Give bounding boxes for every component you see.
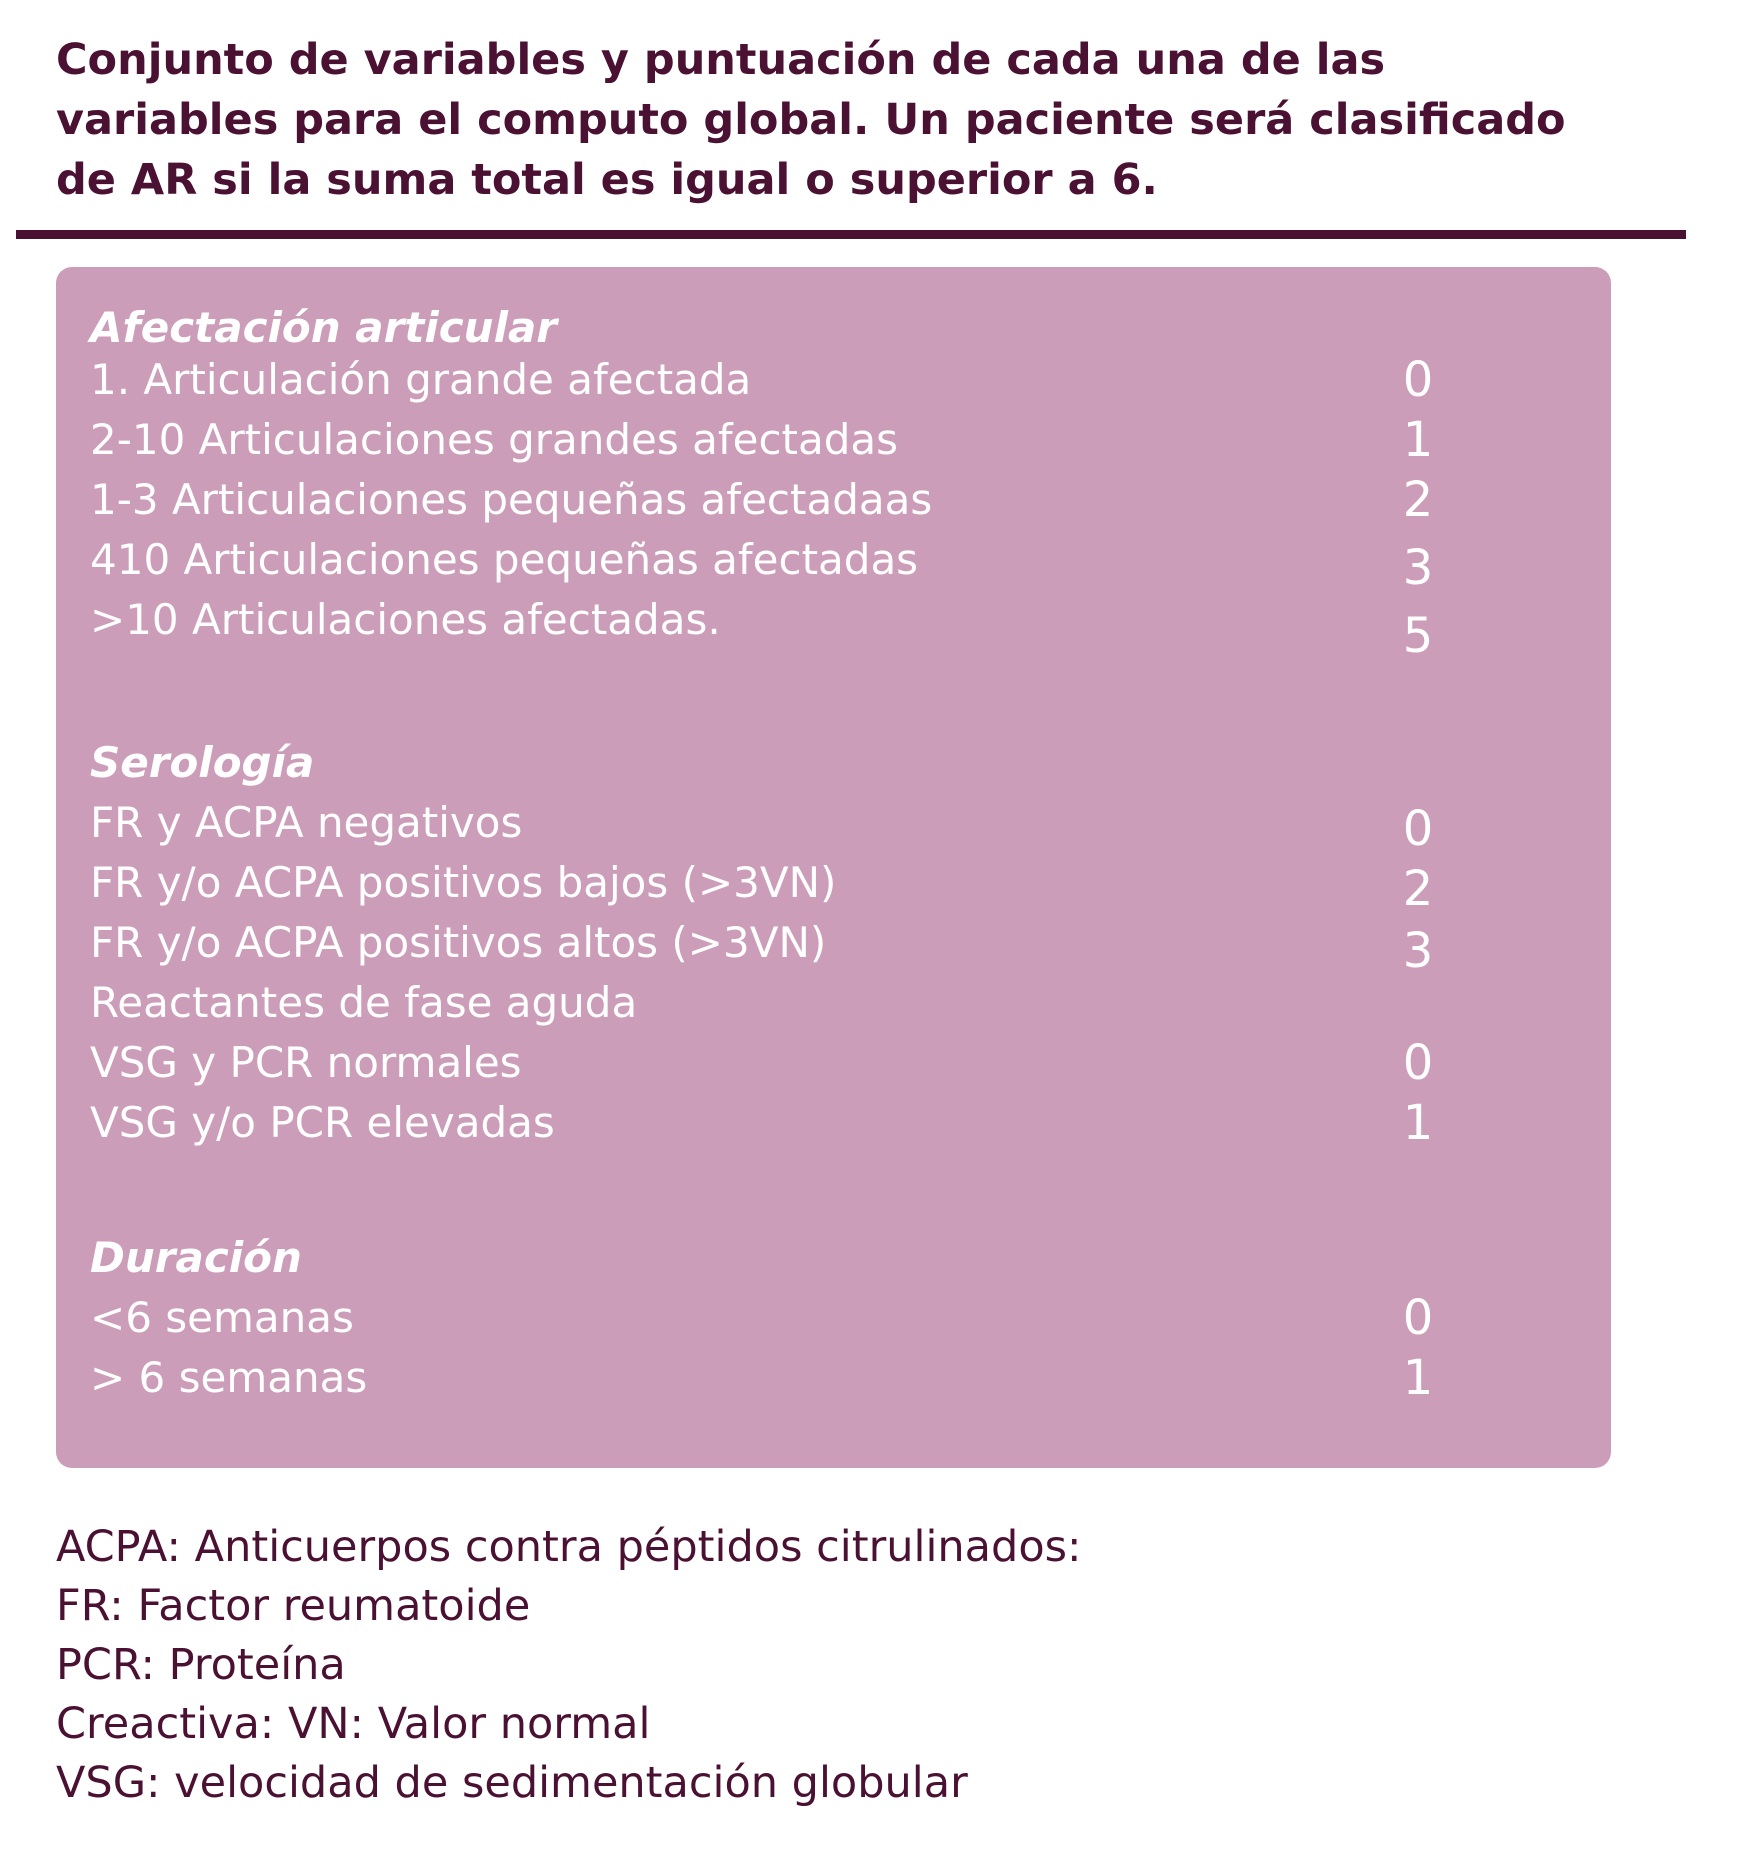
criteria-label: <6 semanas <box>90 1293 354 1342</box>
criteria-label: 1-3 Articulaciones pequeñas afectadaas <box>90 475 933 524</box>
section-heading-serologia: Serología <box>90 738 315 787</box>
criteria-score: 1 <box>1402 1350 1434 1406</box>
criteria-score: 2 <box>1402 472 1434 528</box>
abbreviations-legend <box>56 1518 1656 1813</box>
criteria-label: FR y/o ACPA positivos altos (>3VN) <box>90 918 827 967</box>
criteria-score: 1 <box>1402 1095 1434 1151</box>
criteria-label: >10 Articulaciones afectadas. <box>90 595 721 644</box>
criteria-row <box>90 350 1460 410</box>
section-heading-duracion: Duración <box>90 1233 302 1282</box>
footnote-line: Creactiva: VN: Valor normal <box>56 1699 651 1749</box>
section-heading-afectacion: Afectación articular <box>90 303 558 352</box>
criteria-row <box>90 470 1460 530</box>
criteria-row <box>90 853 1460 917</box>
criteria-label: 2-10 Articulaciones grandes afectadas <box>90 415 899 464</box>
criteria-score: 2 <box>1402 861 1434 917</box>
page-title: Conjunto de variables y puntuación de cada una de las variables para el computo global. Un paciente será clasificado de AR si la suma total es igual o superior a 6. <box>56 35 1566 205</box>
criteria-row <box>90 530 1460 596</box>
criteria-label: VSG y PCR normales <box>90 1038 522 1087</box>
criteria-row <box>90 793 1460 857</box>
criteria-score: 3 <box>1402 540 1434 596</box>
criteria-score: 0 <box>1402 801 1434 857</box>
criteria-label: VSG y/o PCR elevadas <box>90 1098 555 1147</box>
criteria-label: 410 Articulaciones pequeñas afectadas <box>90 535 919 584</box>
criteria-label: 1. Articulación grande afectada <box>90 355 752 404</box>
criteria-row <box>90 410 1460 470</box>
criteria-label: > 6 semanas <box>90 1353 368 1402</box>
criteria-row <box>90 1033 1460 1093</box>
criteria-score: 0 <box>1402 352 1434 408</box>
criteria-score: 0 <box>1402 1035 1434 1091</box>
footnote-line: PCR: Proteína <box>56 1640 346 1690</box>
title-divider <box>16 230 1686 239</box>
criteria-row <box>90 1288 1460 1348</box>
criteria-row <box>90 973 1460 1033</box>
criteria-score: 1 <box>1402 412 1434 468</box>
criteria-row <box>90 913 1460 979</box>
criteria-score: 5 <box>1402 608 1434 664</box>
criteria-label: FR y ACPA negativos <box>90 798 523 847</box>
criteria-score: 3 <box>1402 923 1434 979</box>
criteria-label: Reactantes de fase aguda <box>90 978 638 1027</box>
criteria-score: 0 <box>1402 1290 1434 1346</box>
criteria-label: FR y/o ACPA positivos bajos (>3VN) <box>90 858 837 907</box>
footnote-line: ACPA: Anticuerpos contra péptidos citrulinados: <box>56 1522 1082 1572</box>
criteria-row <box>90 1093 1460 1153</box>
footnote-line: VSG: velocidad de sedimentación globular <box>56 1758 968 1808</box>
criteria-row <box>90 590 1460 664</box>
criteria-row <box>90 1348 1460 1408</box>
footnote-line: FR: Factor reumatoide <box>56 1581 531 1631</box>
